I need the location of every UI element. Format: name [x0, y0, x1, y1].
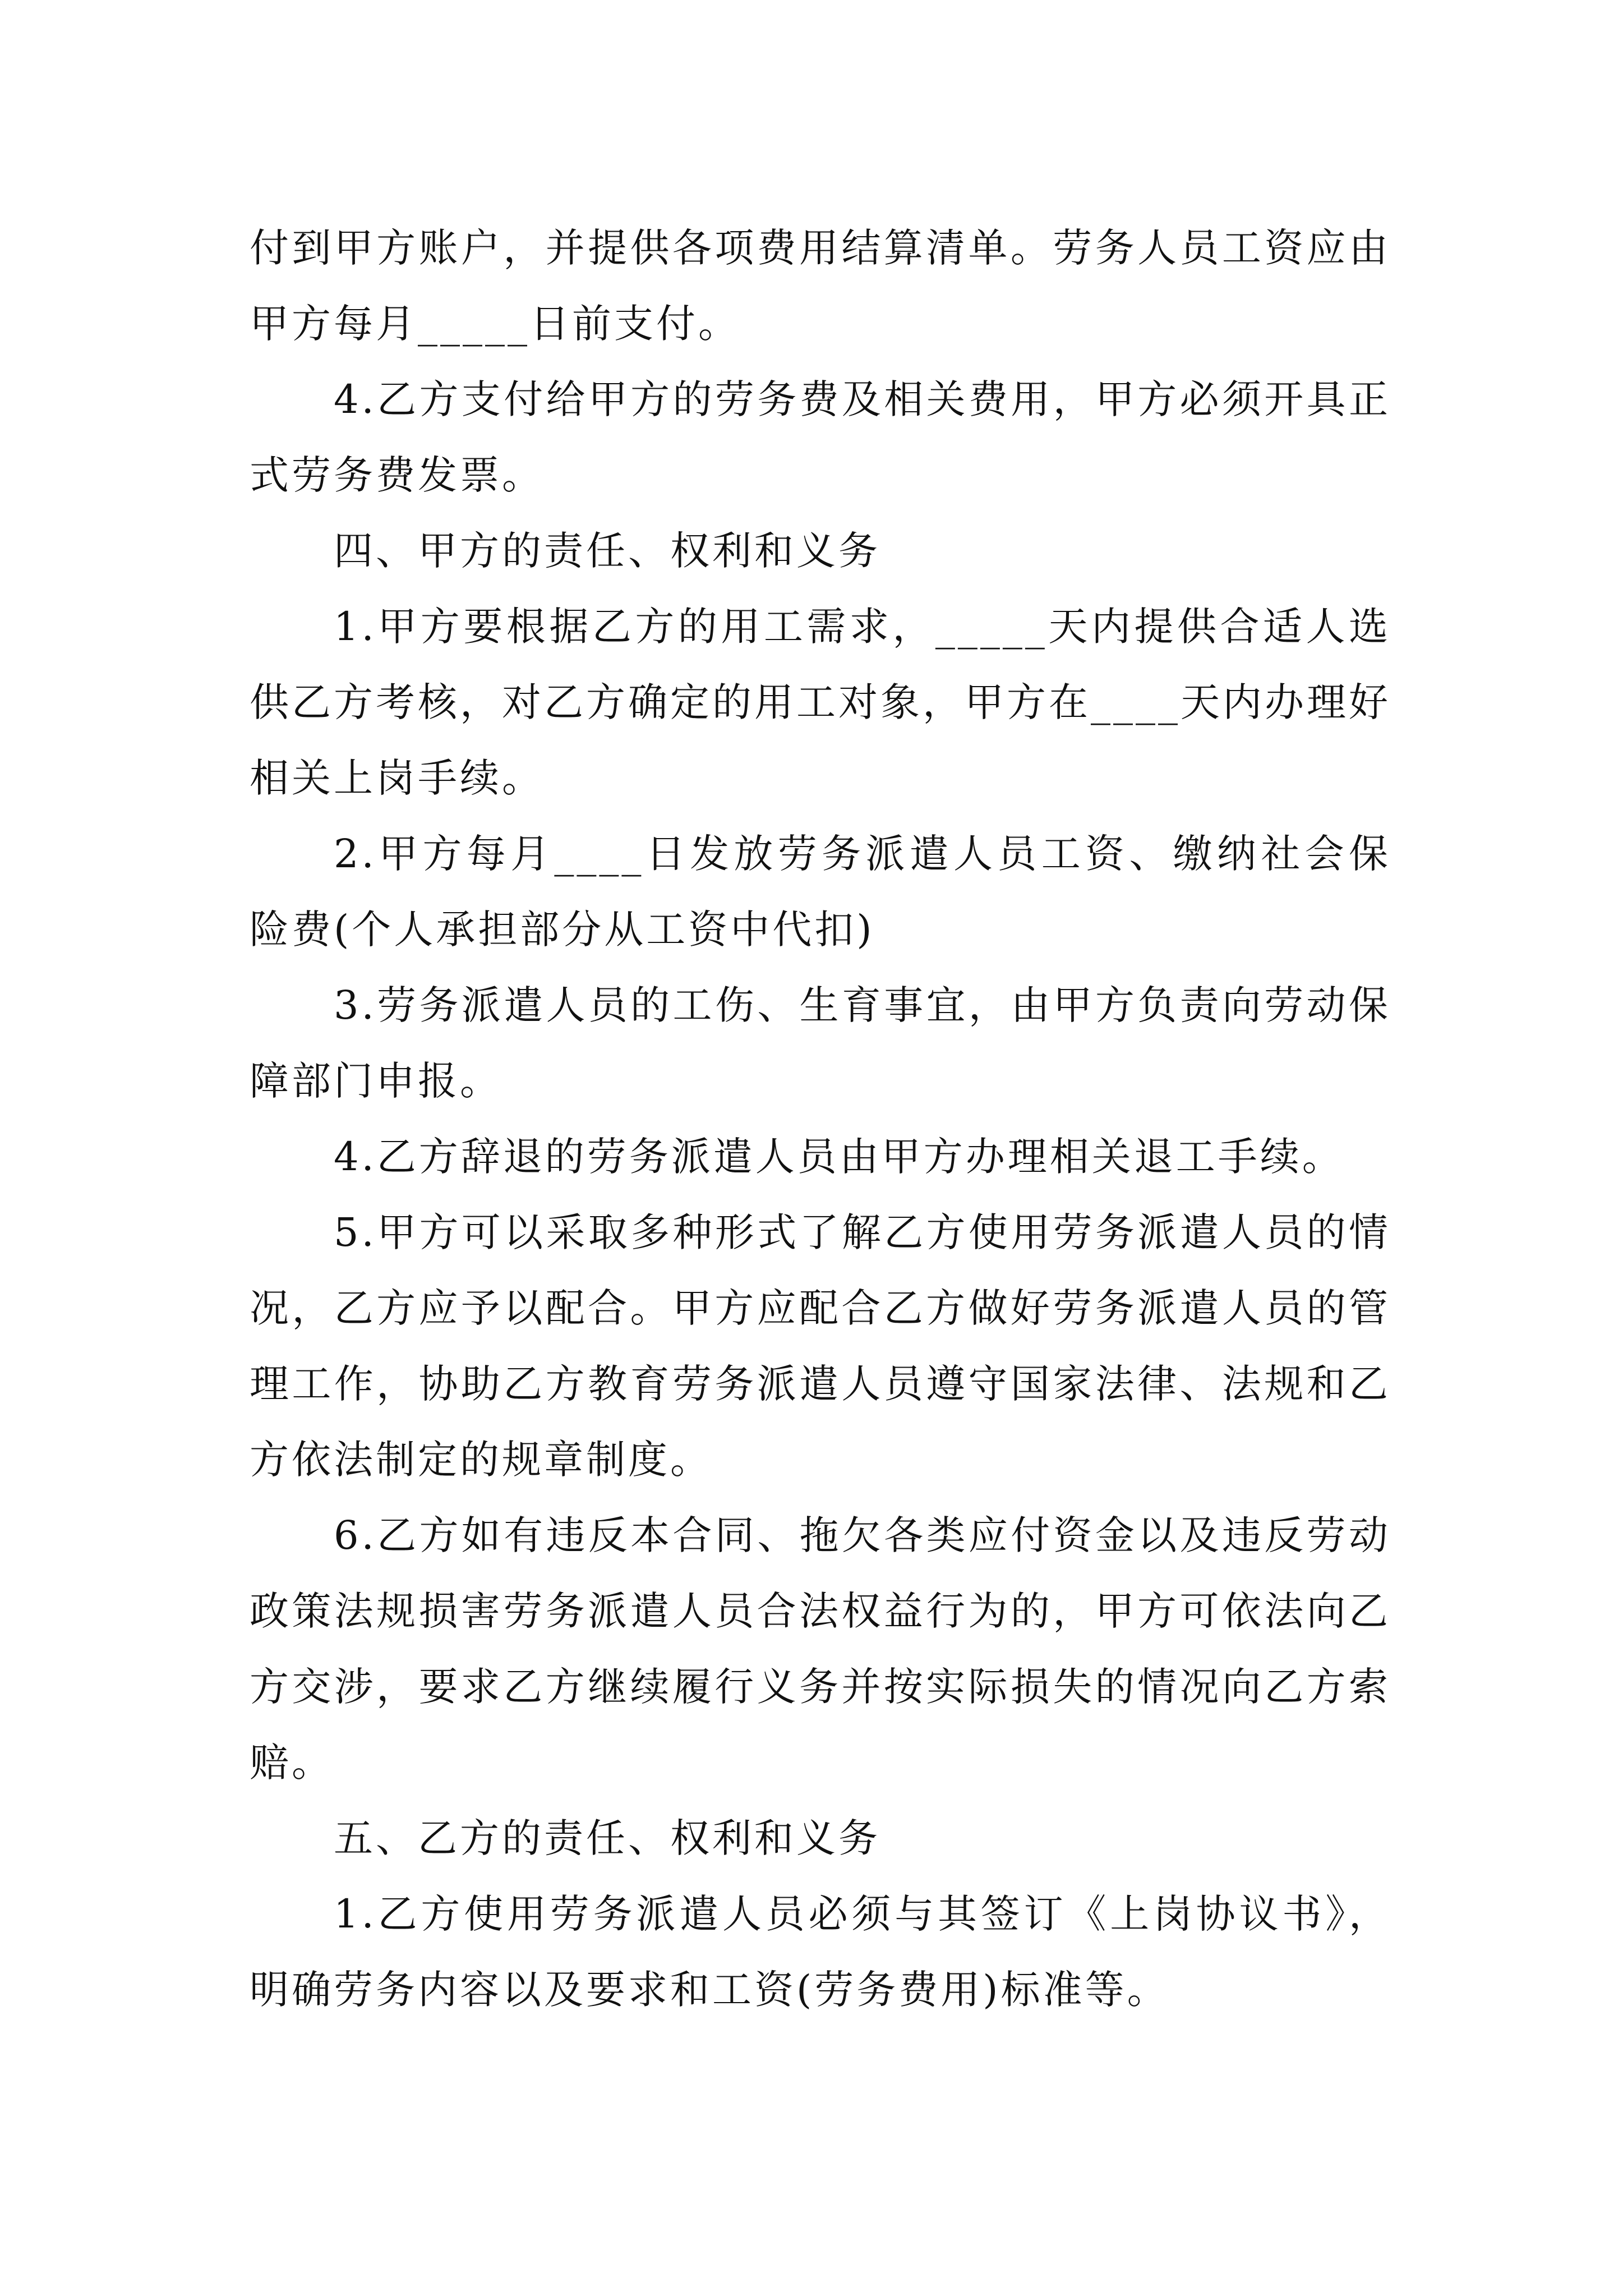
paragraph-continued-payment: 付到甲方账户，并提供各项费用结算清单。劳务人员工资应由甲方每月_____日前支付。: [250, 225, 1391, 347]
paragraph-4-4-dismissal: 4.乙方辞退的劳务派遣人员由甲方办理相关退工手续。: [334, 1134, 1344, 1180]
paragraph-3-4-invoice: 4.乙方支付给甲方的劳务费及相关费用，甲方必须开具正式劳务费发票。: [250, 376, 1391, 498]
paragraph-4-2-wages: 2.甲方每月____日发放劳务派遣人员工资、缴纳社会保险费(个人承担部分从工资中代扣): [250, 831, 1391, 953]
paragraph-5-1-agreement: 1.乙方使用劳务派遣人员必须与其签订《上岗协议书》，明确劳务内容以及要求和工资(劳务费用)标准等。: [250, 1891, 1391, 2013]
paragraph-4-6-claims: 6.乙方如有违反本合同、拖欠各类应付资金以及违反劳动政策法规损害劳务派遣人员合法权益行为的，甲方可依法向乙方交涉，要求乙方继续履行义务并按实际损失的情况向乙方索赔。: [250, 1512, 1391, 1786]
paragraph-4-3-injury: 3.劳务派遣人员的工伤、生育事宜，由甲方负责向劳动保障部门申报。: [250, 982, 1391, 1104]
section-heading-party-a: 四、甲方的责任、权利和义务: [334, 528, 880, 574]
section-heading-party-b: 五、乙方的责任、权利和义务: [334, 1815, 880, 1861]
paragraph-4-5-supervision: 5.甲方可以采取多种形式了解乙方使用劳务派遣人员的情况，乙方应予以配合。甲方应配合乙方做好劳务派遣人员的管理工作，协助乙方教育劳务派遣人员遵守国家法律、法规和乙方依法制定的规章制度。: [250, 1209, 1391, 1483]
document-body: [250, 210, 1391, 2028]
paragraph-4-1-candidates: 1.甲方要根据乙方的用工需求，_____天内提供合适人选供乙方考核，对乙方确定的用工对象，甲方在____天内办理好相关上岗手续。: [250, 604, 1391, 801]
